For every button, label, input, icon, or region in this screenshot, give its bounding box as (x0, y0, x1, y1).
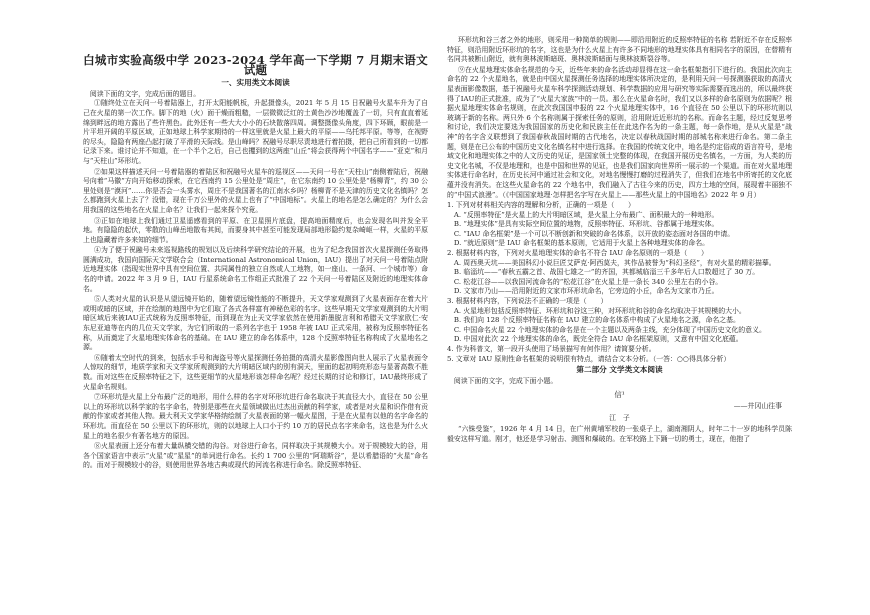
story-author: 江 子 (609, 413, 630, 422)
section-instruction: 阅读下面的文字，完成后面的题目。 (89, 89, 201, 98)
story-subtitle: ——井冈山往事 (733, 401, 782, 410)
question-stem: 3. 根据材料内容，下列说法不正确的一项是（ ） (447, 297, 608, 306)
article-paragraph: ⑨在火星地理实体命名规范的今天，近些年来的命名活动却显得在这一命名框架指引下进行的。我国此次向主命名的 22 个火星地名，就是由中国火星探测任务选择的地理实体所决定的，是利用天问一号探测器获取的高清火星表面影像数据，基于祝融号火星车科学探测活动规划、科学数据的应用与研究等实际需要而选出的，所以最终获得了IAU的正式批准，成为了“火星大家族”中的一员。那么在火星命名时，我们又以多样的命名原则为依据呢？根据火星地理实体命名规则，在此次我国国申报的 22 个火星地理实体中，16 个直径在 50 公里以下的环形坑则以玻璃于新的名称。两只外 6 个名称则属于探索任务的原则，沿用附近近形坑的名称。而命名主题，经过反复思考和讨论，我们决定要选为我国国家的历史化和民族主任在此选作名为的一条主题，每一条作地，是从火星是“战神”的名字含义联想到了我国春秋战国时期的古代地名，决定以春秋战国时期的部城名称来进行命名。第二条主题，则是在已公布的中国历史文化名镇名村中进行选择。在我国的传统文化中，地名是约定俗成的语言符号，是地域文化和地理实体之中的人文历史的见证，是国家领土完整的体现，在我国开展历史名镇名，一方面，为人类的历史文化名城，不仅是地理和，也是中国和世界的见证，也是我们国家向世界所一展示的一个渠道。而在对火星地理实体进行命名时，在历史长河中通过社会和文化，对地名慢慢打磨的过程消失了，但我们在地名中所寄托的文化底蕴并没有消失。在这些火星命名的 22 个地名中，我们融入了古往今来的历史，四方土地的空间，展现着丰丽独不的“中国式浪漫”。（《中国国家地理·怎样把名字写在火星上——那些火星上的中国地名》2022 年 9 月） (447, 65, 792, 199)
question-option: B. “地理实体”是具有实际空间位置的地物，反照率特征、环形坑、谷都属于地理实体。 (453, 220, 719, 229)
question-option: D. 文家市乃山——沿用附近的文家市环形坑命名，它旁边的小丘，命名为文家市乃丘。 (453, 287, 719, 296)
question-option: C. 松花江谷——以我国河流命名的“松花江谷”在火星上是一条长 340 公里左右的小谷。 (453, 277, 723, 286)
question-option: A. 火星地形包括反照率特征、环形坑和谷这三种，对环形坑和谷的命名均取决于其规模的大小。 (453, 306, 746, 315)
article-paragraph: ⑥随着太空时代的到来，包括水手号和海盗号等火星探测任务拍摄的高清火星影像图向世人展示了火星表面令人惊叹的细节，地质学家和天文学家所观测到的大片明暗区域内的别有洞天，里面的起初明亮形态与显著高数不胜数。而对这些在反照率特征之下，这些更细节的火星地形该怎样命名呢？经过长期的讨论和修订，IAU最终形成了火星命名规则。 (83, 353, 428, 391)
article-paragraph: ②如果这样描述天问一号着陆器的着陆区和祝融号火星车的巡视区——天问一号在“天柱山”南侧着陆后，祝融号向着“马徽”方向开始移动探索，在它西南约 15 公里处是“周庄”，在它东南约 10 公里处是“杨柳青”，约 30 公里处则是“漠河”……你是否会一头雾水，周庄不是我国著名的江南水乡吗？杨柳青不是天津的历史文化名镇吗？怎么都跑到火星上去了？没错，现在千万公里外的火星上也有了“中国地标”。火星上的地名是怎么确定的？为什么会用我国的这些地名在火星上命名？让我们一起来探个究竟。 (83, 167, 428, 214)
article-paragraph: 环形坑和谷三者之外的地形，则采用一种简单的规则——即沿用附近的反照率特征的名称 若附近不存在反照率特征，则沿用附近环形坑的名字，这也是为什么火星上有许多不同地形的地理实体具有相同名字的原因，在替精有名同共被断山附近，就有奥林波斯暗斑、奥林波斯暗面与奥林波斯裂谷等。 (447, 36, 792, 64)
question-stem: 2. 根据材料内容，下列对火星地理实体的命名不符合 IAU 命名原则的一项是（ ） (447, 249, 708, 258)
question-stem: 5. 文章对 IAU 原则性命名框架的说明很有特点，请结合文本分析。（一答：○○得具体分析） (447, 354, 731, 363)
question-stem: 4. 作为科普文，第一段开头使用了场景描写有何作用？请简要分析。 (447, 345, 656, 353)
question-stem: 1. 下列对材料相关内容的理解和分析，正确的一项是（ ） (447, 201, 635, 210)
question-option: A. 周西奥天坑——美国科幻小说巨匠艾萨克·阿西莫夫，其作品被誉为“科幻圣经”，有对火星的精彩描摹。 (453, 258, 776, 267)
article-paragraph: ⑦环形坑是火星上分布最广泛的地形，用什么样的名字对环形坑进行命名取决于其直径大小，直径在 50 公里以上的环形坑以科学家的名字命名，特别是那些在火星领域做出过杰出贡献的科学家，或者是对火星和识作借有贡献的作家或者其他人物。最大利天文学家华格纳绘制了火星表面的第一幅火星图，于是在火星有以他的名字命名的环形坑。而直径在 50 公里以下的环形坑，则的以地球上人口小于约 10 万的居民点名字来命名，这也是为什么火星上的地名很少有著名地方的原因。 (83, 393, 428, 440)
article-paragraph: ③正如在地球上我们通过卫星遥感看到的平原、在卫星照片底盘，提高地面精度后，也会发现名叫并发全平地。有隐隐的起伏，零散的山峰岳地散布其间，而要身其中甚至可能发现局部地形隐约复杂崎岖一样，火星的平原上也隐藏着许多来知的细节。 (83, 216, 428, 244)
question-option: B. 我们向 128 个反照率特征名称在 IAU 建立的命名体系中构成了火星地名之源，命名之基。 (453, 316, 740, 325)
story-title: 信¹ (614, 390, 625, 400)
left-column (83, 50, 428, 608)
article-paragraph: ④为了便于祝融号未来巡视路线的规划以及后续科学研究结论的开展，也为了纪念我国首次火星探测任务取得圆满成功，我国向国际天文学联合会（International Astronomical Union，IAU）提出了对天问一号着陆点附近地理实体（指现实世界中具有空间位置、共同属性的独立自然或人工地物，如一座山、一条河、一个城市等）命名的申请。2022 年 3 月 9 日，IAU 行星系统命名工作组正式批准了 22 个天问一号着陆区及附近的地理实体命名。 (83, 246, 428, 293)
question-option: A. “反照率特征”是火星上的大片明暗区域，是火星上分布最广、面积最大的一种地形。 (453, 210, 719, 219)
article-paragraph: ⑧火星表面上还分布着大量纵横交错的沟谷。对谷进行命名，同样取决于其规模大小。对于规模较大的谷，用各个国家语言中表示“火星”或“星星”的单词进行命名。长约 1 700 公里的“阿瑞斯谷”，是以希腊语的“火星”命名的。而对于规模较小的谷，则使用世界各地古典或现代的河流名称进行命名。除反照率特征、 (83, 442, 428, 470)
story-paragraph: “六铢受鉴”，1926 年 4 月 14 日，在广州黄埔军校的一张桌子上，湖南湘阴人，时年二十一岁的地科学员陈毅安这样写道。刚才，他还是学习射击、测图和爆破的。在军校路上下踊一切的勇士，现在，他抱了 (447, 425, 792, 443)
section-heading-practical: 一、实用类文本阅读 (221, 78, 290, 88)
question-option: D. 中国对此次 22 个地理实体的命名，既完全符合 IAU 命名框架原则，又意有中国文化底蕴。 (453, 335, 743, 344)
question-option: C. 中国命名火星 22 个地理实体的命名是在一个主题以及两条主线，充分体现了中国历史文化的意义。 (453, 325, 766, 334)
section-instruction: 阅读下面的文字，完成下面小题。 (453, 376, 558, 385)
section-heading-literary: 第二部分 文学类文本阅读 (576, 365, 663, 375)
question-option: C. “IAU 命名框架”是一个可以不断创新和突破的命名体系，以开放的姿态面对各国的申请。 (453, 229, 735, 238)
question-option: B. 临淄坑——“春秋五霸之首、战国七雄之一”的齐国，其都城临淄三千多年后人口数超过了 30 万。 (453, 268, 760, 277)
article-paragraph: ①随终处立在天问一号着陆器上，打开太阳能帆板，升起摄像头，2021 年 5 月 15 日祝融号火星车升为了自己在火星的第一次工作。脚下的地（火）面干燥而粗糙，一层微微泛红的土黄色沙沙地覆盖了一切，只有直直着延绵到畔远的地方露出了些许黑色。此外还有一些大大小小的石块散落四周。调整摄像头角度，四下环顾，眼前是一片平坦开阔的平原区域，正如地球上科学家期待的一样这里就是火星上最大的平原——乌托邦平原。等等，在视野的尽头，隐隐有两座凸起打破了平滑的天际线。是山峰吗？祝融号尽职尽责地进行着拍摄，把自己所看到的一切都记录下来。谁讨论并不知道，在一个半个之后，自己也攫到的这两座“山丘”将会获得两个中国名字——“亚克”和月与“天柱山”环形坑。 (83, 99, 428, 165)
article-paragraph: ⑤人类对火星的认识是从望远镜开始的，随着望远镜性能的不断提升，天文学家观测到了火星表面存在着大片或明或暗的区域，并在绘制的地图中为它们取了各式各样富有神秘色彩的名字。这些早期天文学家观测到的大片明暗区域后来被IAU正式统称为反照率特征，而到现在为止天文学家依然在使用新墨脱言利和希腊天文学家欧仁·安东尼亚迪等在内的几位天文学家，为它们所取的一系列名字也于 1958 年被 IAU 正式采用，被称为反照率特征名称，从而奠定了火星地理实体命名的基础。在 IAU 建立的命名体系中，128 个反照率特征名称构成了火星地名之源。 (83, 295, 428, 352)
question-option: D. “就近原则”是 IAU 命名框架的基本原则，它适用于火星上各种地理实体的命名。 (453, 239, 709, 248)
right-column (447, 36, 792, 611)
page-title: 白城市实验高级中学 2023-2024 学年高一下学期 7 月期末语文试题 (83, 53, 428, 77)
